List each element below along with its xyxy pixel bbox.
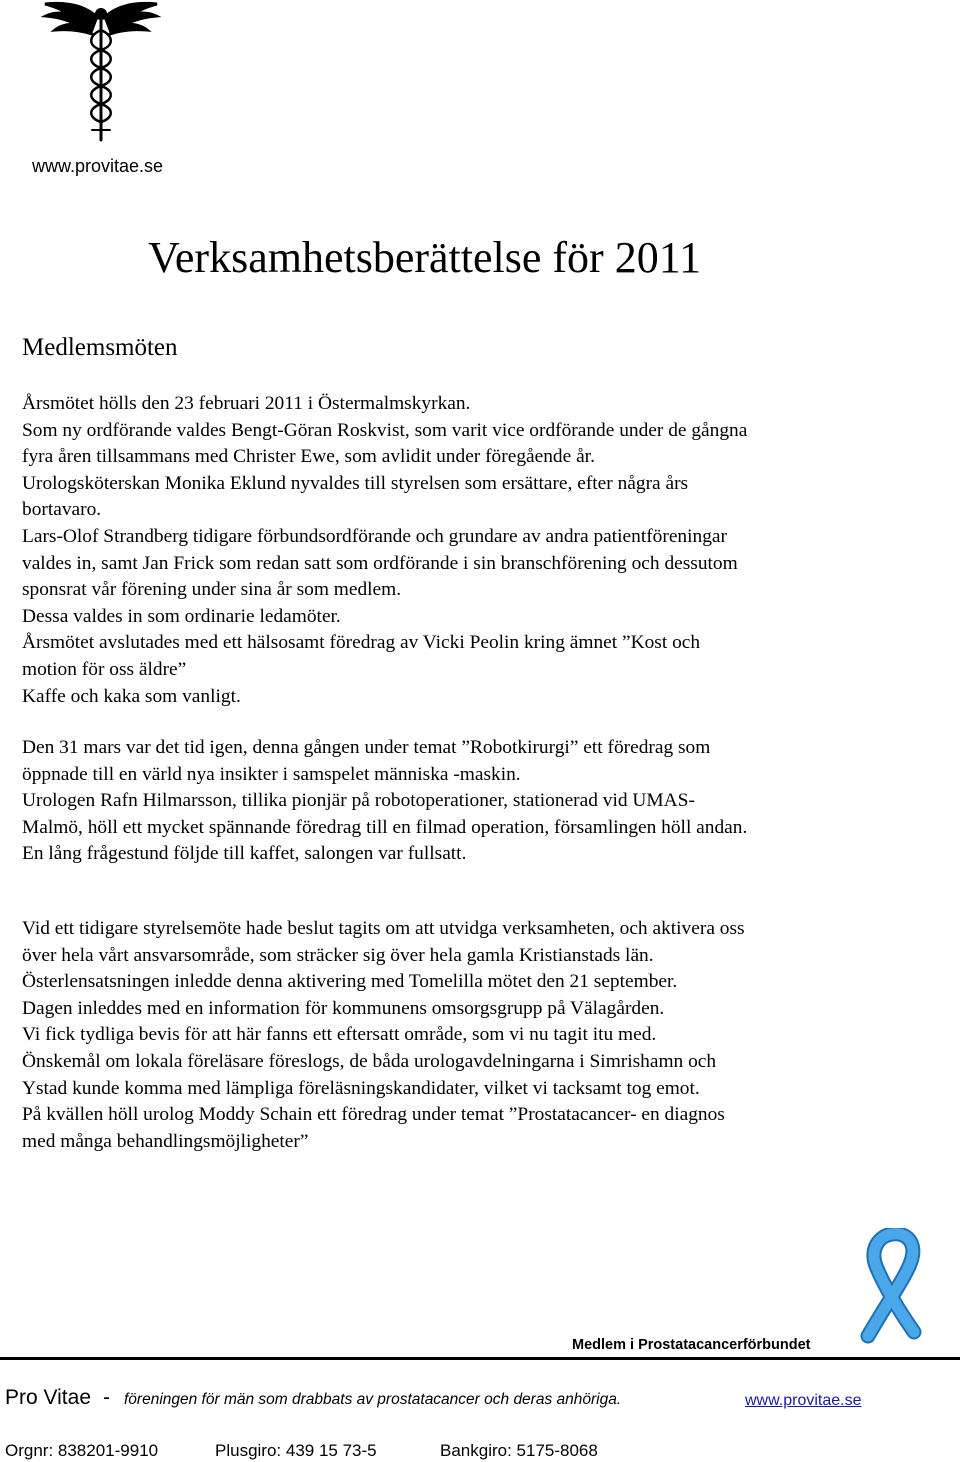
text-line: På kvällen höll urolog Moddy Schain ett föredrag under temat ”Prostatacancer- en diagnos — [22, 1104, 725, 1126]
paragraph-osterlen — [22, 916, 922, 1155]
text-line: valdes in, samt Jan Frick som redan satt som ordförande i sin branschförening och dessutom — [22, 552, 738, 574]
text-line: En lång frågestund följde till kaffet, salongen var fullsatt. — [22, 843, 467, 865]
caduceus-logo-icon — [40, 0, 162, 142]
page-title: Verksamhetsberättelse för 2011 — [148, 233, 702, 282]
text-line: med många behandlingsmöjligheter” — [22, 1130, 309, 1152]
text-line: Österlensatsningen inledde denna aktivering med Tomelilla mötet den 21 september. — [22, 971, 678, 993]
footer-orgnr: Orgnr: 838201-9910 — [5, 1441, 159, 1460]
paragraph-arsmote — [22, 391, 922, 710]
footer-plusgiro: Plusgiro: 439 15 73-5 — [215, 1441, 377, 1460]
text-line: Årsmötet hölls den 23 februari 2011 i Östermalmskyrkan. — [22, 393, 471, 414]
footer-bankgiro: Bankgiro: 5175-8068 — [440, 1441, 598, 1460]
text-line: Den 31 mars var det tid igen, denna gången under temat ”Robotkirurgi” ett föredrag som — [22, 737, 711, 758]
text-line: öppnade till en värld nya insikter i samspelet människa -maskin. — [22, 763, 521, 785]
text-line: fyra åren tillsammans med Christer Ewe, som avlidit under föregående år. — [22, 446, 595, 468]
footer-tagline: föreningen för män som drabbats av prostatacancer och deras anhöriga. — [124, 1391, 622, 1408]
text-line: Årsmötet avslutades med ett hälsosamt föredrag av Vicki Peolin kring ämnet ”Kost och — [22, 632, 701, 654]
text-line: sponsrat vår förening under sina år som medlem. — [22, 579, 402, 601]
text-line: Kaffe och kaka som vanligt. — [22, 685, 241, 707]
text-line: Vid ett tidigare styrelsemöte hade beslut tagits om att utvidga verksamheten, och aktivera oss — [22, 918, 745, 939]
footer-divider — [0, 1357, 960, 1360]
text-line: Som ny ordförande valdes Bengt-Göran Roskvist, som varit vice ordförande under de gångna — [22, 419, 748, 441]
text-line: Ystad kunde komma med lämpliga föreläsningskandidater, vilket vi tacksamt tog emot. — [22, 1077, 700, 1099]
text-line: Dessa valdes in som ordinarie ledamöter. — [22, 605, 341, 627]
text-line: Lars-Olof Strandberg tidigare förbundsordförande och grundare av andra patientföreningar — [22, 525, 727, 547]
paragraph-robotkirurgi — [22, 735, 922, 868]
awareness-ribbon-icon — [828, 1228, 928, 1344]
footer-dash: - — [103, 1386, 110, 1409]
text-line: Malmö, höll ett mycket spännande föredrag till en filmad operation, församlingen höll andan. — [22, 816, 748, 838]
header-site-url[interactable]: www.provitae.se — [32, 156, 164, 176]
footer-url-link[interactable]: www.provitae.se — [745, 1392, 862, 1409]
text-line: Urologen Rafn Hilmarsson, tillika pionjär på robotoperationer, stationerad vid UMAS- — [22, 790, 695, 812]
section-heading: Medlemsmöten — [22, 334, 178, 361]
text-line: Dagen inleddes med en information för kommunens omsorgsgrupp på Välagården. — [22, 997, 665, 1019]
text-line: Vi fick tydliga bevis för att här fanns ett eftersatt område, som vi nu tagit itu med. — [22, 1024, 657, 1046]
footer-brand: Pro Vitae — [5, 1386, 91, 1409]
footer-brand-line — [5, 1386, 621, 1410]
text-line: bortavaro. — [22, 499, 102, 521]
text-line: över hela vårt ansvarsområde, som sträcker sig över hela gamla Kristianstads län. — [22, 944, 654, 966]
text-line: motion för oss äldre” — [22, 658, 187, 680]
member-text: Medlem i Prostatacancerförbundet — [572, 1337, 811, 1353]
text-line: Urologsköterskan Monika Eklund nyvaldes till styrelsen som ersättare, efter några års — [22, 472, 689, 494]
text-line: Önskemål om lokala föreläsare föreslogs, de båda urologavdelningarna i Simrishamn och — [22, 1050, 717, 1072]
